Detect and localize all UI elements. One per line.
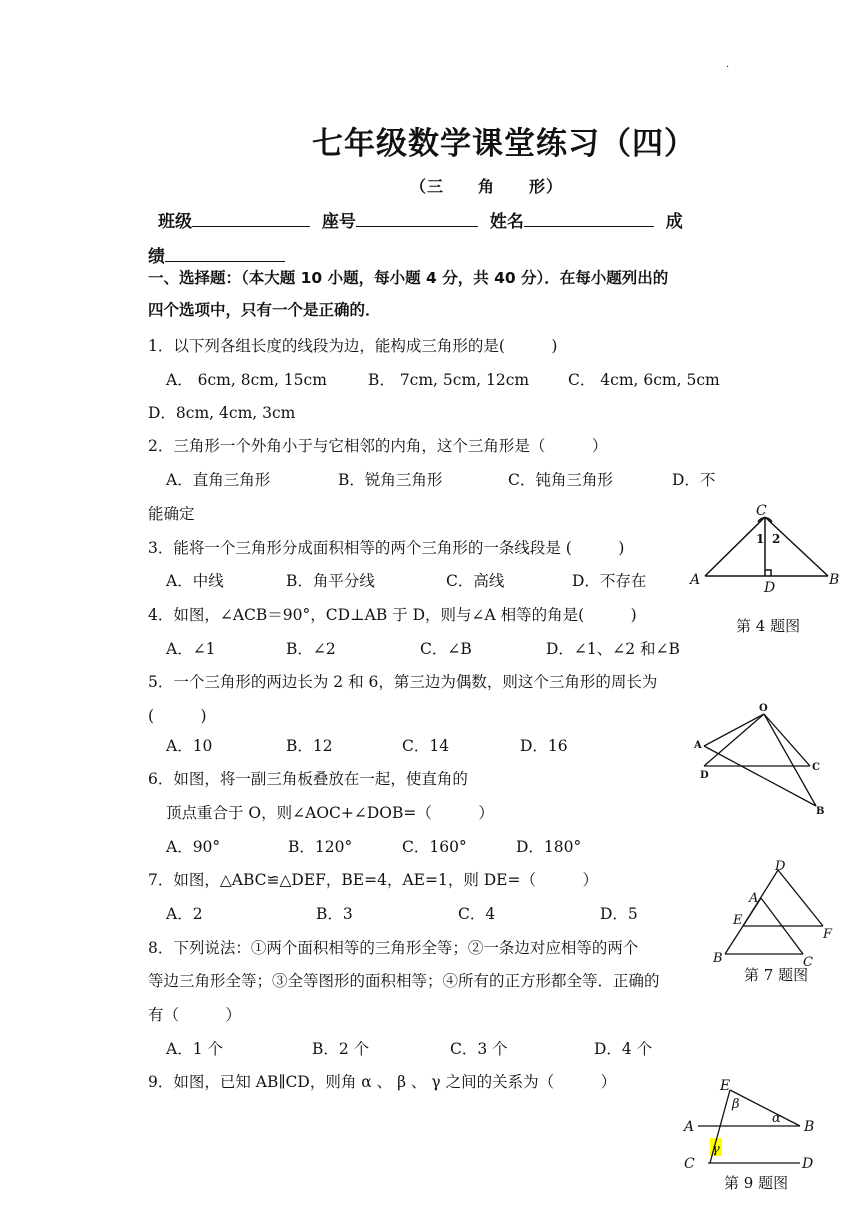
q2-option-d-cont: 能确定 xyxy=(148,505,195,523)
fig9-label-e: E xyxy=(720,1078,731,1094)
q4-option-a[interactable]: A．∠1 xyxy=(166,640,216,658)
q8-stem-2: 等边三角形全等；③全等图形的面积相等；④所有的正方形都全等．正确的 xyxy=(148,972,660,990)
seat-blank[interactable] xyxy=(356,210,478,227)
fig6-label-b: B xyxy=(816,806,825,817)
section1-line1: 一、选择题：（本大题 10 小题，每小题 4 分，共 40 分）．在每小题列出的 xyxy=(148,269,669,287)
fig4-label-a: A xyxy=(690,572,701,588)
section1-line2: 四个选项中，只有一个是正确的． xyxy=(148,301,381,319)
fig6-label-a: A xyxy=(694,740,702,751)
q7-option-d[interactable]: D．5 xyxy=(600,905,638,923)
corner-mark: · xyxy=(726,62,730,73)
fig6-segment-od xyxy=(704,714,764,766)
figure-6 xyxy=(690,702,830,820)
figure-7 xyxy=(705,858,835,968)
fig7-label-c: C xyxy=(803,955,813,970)
q5-stem: 5．一个三角形的两边长为 2 和 6，第三边为偶数，则这个三角形的周长为 xyxy=(148,673,658,691)
figure-4 xyxy=(690,500,840,595)
fig7-label-a: A xyxy=(749,891,759,906)
fig4-label-b: B xyxy=(829,572,840,588)
q8-stem-1: 8．下列说法：①两个面积相等的三角形全等；②一条边对应相等的两个 xyxy=(148,939,639,957)
fig4-label-d: D xyxy=(764,580,776,596)
q6-option-b[interactable]: B．120° xyxy=(288,838,353,856)
fig9-label-alpha: α xyxy=(772,1111,781,1126)
fig4-caption: 第 4 题图 xyxy=(736,617,801,635)
score-label-2: 绩 xyxy=(148,247,165,267)
q4-stem: 4．如图，∠ACB＝90°，CD⊥AB 于 D，则与∠A 相等的角是( ) xyxy=(148,606,637,624)
fig7-label-d: D xyxy=(775,859,786,874)
fig4-segment-ac xyxy=(705,517,765,576)
q1-option-c[interactable]: C． 4cm, 6cm, 5cm xyxy=(568,371,720,389)
name-label: 姓名 xyxy=(489,212,524,232)
fig7-caption: 第 7 题图 xyxy=(744,966,809,984)
fig9-segment-eb xyxy=(730,1090,800,1126)
fig4-label-2: 2 xyxy=(772,532,781,546)
fig9-label-c: C xyxy=(684,1156,695,1172)
fig4-label-1: 1 xyxy=(756,532,765,546)
q6-option-a[interactable]: A．90° xyxy=(166,838,221,856)
fig6-segment-oc xyxy=(764,714,810,766)
score-blank[interactable] xyxy=(165,245,285,262)
fig7-segment-df xyxy=(778,870,823,926)
q7-option-a[interactable]: A．2 xyxy=(166,905,203,923)
q1-option-b[interactable]: B． 7cm, 5cm, 12cm xyxy=(368,371,530,389)
fig9-label-d: D xyxy=(802,1156,814,1172)
fig6-label-d: D xyxy=(700,770,709,781)
q6-stem: 6．如图，将一副三角板叠放在一起，使直角的 xyxy=(148,770,468,788)
q5-stem-cont: ( ) xyxy=(148,707,207,725)
q7-stem: 7．如图，△ABC≌△DEF，BE=4，AE=1，则 DE=（ ） xyxy=(148,871,598,889)
q3-option-c[interactable]: C．高线 xyxy=(446,572,505,590)
fig4-segment-cb xyxy=(765,517,828,576)
q8-option-d[interactable]: D．4 个 xyxy=(594,1040,653,1058)
q7-option-c[interactable]: C．4 xyxy=(458,905,496,923)
q7-option-b[interactable]: B．3 xyxy=(316,905,353,923)
name-blank[interactable] xyxy=(524,210,654,227)
q5-option-d[interactable]: D．16 xyxy=(520,737,568,755)
q6-option-c[interactable]: C．160° xyxy=(402,838,467,856)
fig6-segment-oa xyxy=(704,714,764,746)
fig9-label-gamma: γ xyxy=(712,1142,720,1157)
q9-stem: 9．如图，已知 AB∥CD，则角 α 、 β 、 γ 之间的关系为（ ） xyxy=(148,1073,617,1091)
class-blank[interactable] xyxy=(192,210,310,227)
fig9-label-b: B xyxy=(804,1119,815,1135)
q3-option-a[interactable]: A．中线 xyxy=(166,572,224,590)
q6-option-d[interactable]: D．180° xyxy=(516,838,582,856)
q4-option-c[interactable]: C．∠B xyxy=(420,640,472,658)
fig7-label-e: E xyxy=(733,913,743,928)
seat-label: 座号 xyxy=(321,212,356,232)
fig6-label-c: C xyxy=(812,762,820,773)
page-title: 七年级数学课堂练习（四） xyxy=(312,126,696,162)
fig9-label-beta: β xyxy=(732,1097,740,1112)
q5-option-a[interactable]: A．10 xyxy=(166,737,213,755)
fig9-label-a: A xyxy=(684,1119,695,1135)
q2-option-a[interactable]: A．直角三角形 xyxy=(166,471,271,489)
q8-option-a[interactable]: A．1 个 xyxy=(166,1040,223,1058)
fig9-caption: 第 9 题图 xyxy=(724,1174,789,1192)
q4-option-b[interactable]: B．∠2 xyxy=(286,640,336,658)
q3-option-d[interactable]: D．不存在 xyxy=(572,572,647,590)
q6-stem-cont: 顶点重合于 O，则∠AOC+∠DOB=（ ） xyxy=(166,804,494,822)
info-line xyxy=(158,207,683,232)
fig7-label-b: B xyxy=(713,951,723,966)
q8-stem-3: 有（ ） xyxy=(148,1006,242,1024)
q2-option-c[interactable]: C．钝角三角形 xyxy=(508,471,613,489)
q2-option-d[interactable]: D．不 xyxy=(672,471,716,489)
fig6-label-o: O xyxy=(759,703,768,714)
q2-option-b[interactable]: B．锐角三角形 xyxy=(338,471,443,489)
class-label: 班级 xyxy=(158,212,192,232)
fig4-right-angle xyxy=(765,570,771,576)
q8-option-c[interactable]: C．3 个 xyxy=(450,1040,508,1058)
q8-option-b[interactable]: B．2 个 xyxy=(312,1040,370,1058)
q3-option-b[interactable]: B．角平分线 xyxy=(286,572,375,590)
q2-stem: 2．三角形一个外角小于与它相邻的内角，这个三角形是（ ） xyxy=(148,437,608,455)
q1-stem: 1．以下列各组长度的线段为边，能构成三角形的是( ) xyxy=(148,337,558,355)
q5-option-c[interactable]: C．14 xyxy=(402,737,450,755)
page-subtitle: （三 角 形） xyxy=(410,177,564,196)
q3-stem: 3．能将一个三角形分成面积相等的两个三角形的一条线段是 ( ) xyxy=(148,539,625,557)
q1-option-a[interactable]: A． 6cm, 8cm, 15cm xyxy=(166,371,327,389)
score-line xyxy=(148,242,285,267)
q1-option-d[interactable]: D．8cm, 4cm, 3cm xyxy=(148,404,296,422)
q4-option-d[interactable]: D．∠1、∠2 和∠B xyxy=(546,640,680,658)
q5-option-b[interactable]: B．12 xyxy=(286,737,333,755)
fig4-label-c: C xyxy=(756,503,767,519)
score-label-1: 成 xyxy=(665,212,683,232)
fig7-label-f: F xyxy=(823,927,833,942)
